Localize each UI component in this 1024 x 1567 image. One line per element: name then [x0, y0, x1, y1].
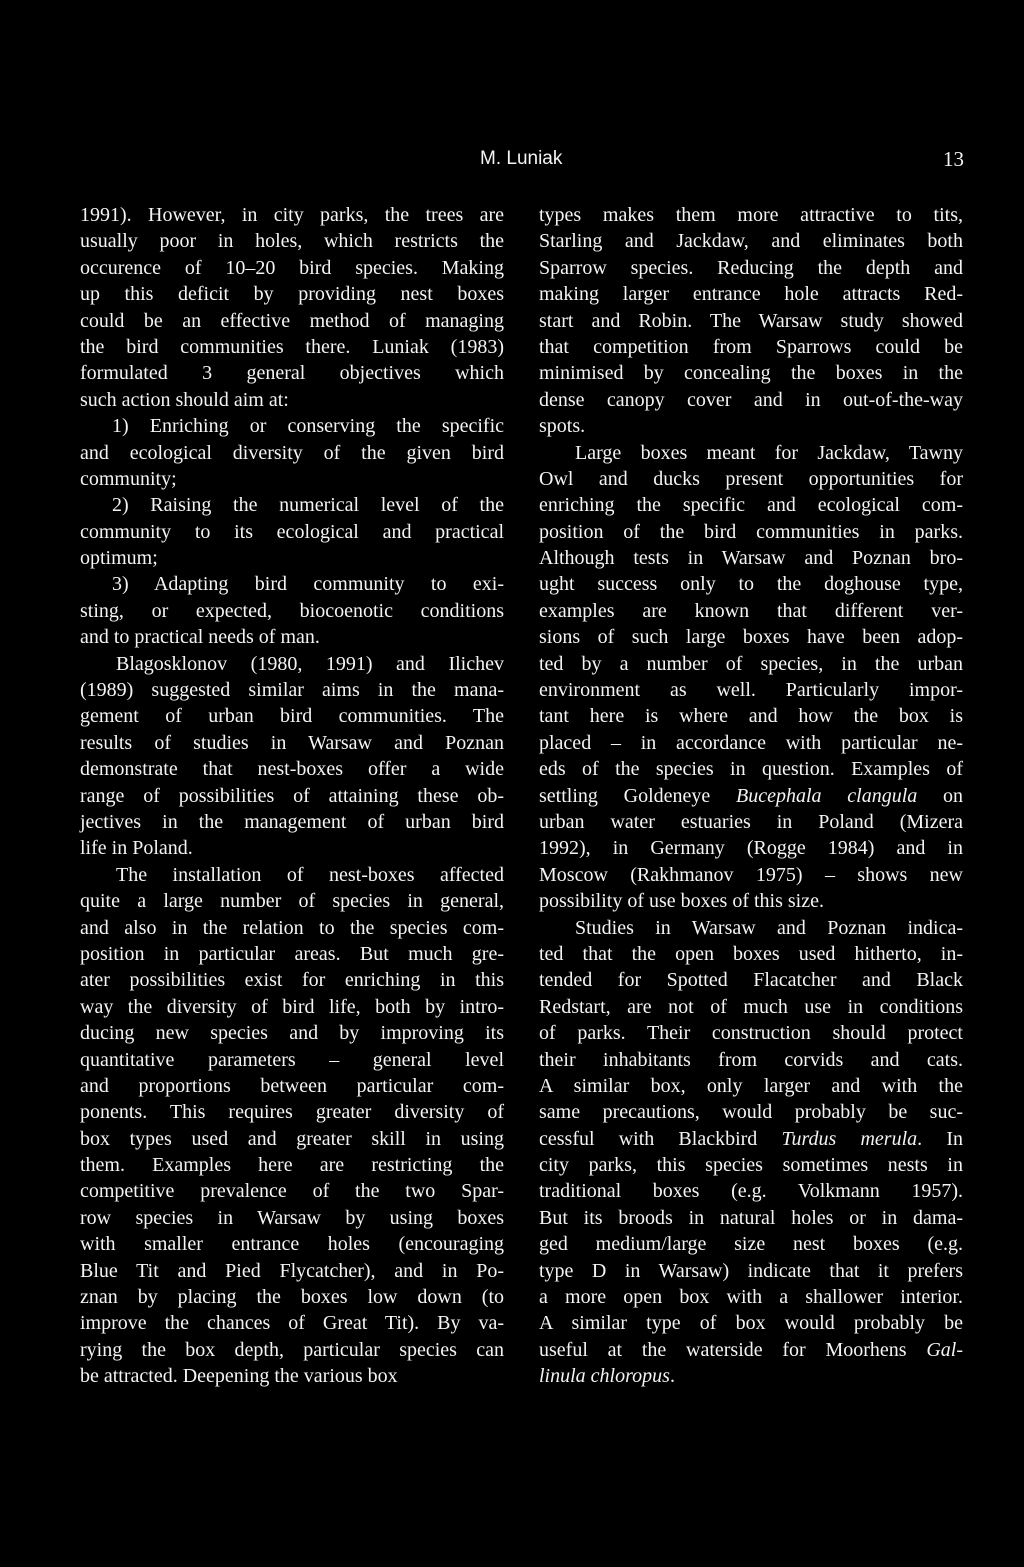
left-line: up this deficit by providing nest boxes [80, 283, 504, 306]
left-line: with smaller entrance holes (encouraging [80, 1233, 504, 1256]
right-line: dense canopy cover and in out-of-the-way [539, 388, 963, 411]
left-line: such action should aim at: [80, 388, 289, 411]
left-line: life in Poland. [80, 837, 193, 860]
left-line: and to practical needs of man. [80, 626, 320, 649]
right-line: But its broods in natural holes or in dama- [539, 1206, 963, 1229]
right-line: ted that the open boxes used hitherto, in- [539, 942, 963, 965]
right-line: type D in Warsaw) indicate that it prefers [539, 1259, 963, 1282]
species-name: Turdus merula [781, 1127, 918, 1150]
line-text: cessful with Blackbird [539, 1127, 782, 1150]
right-line [539, 783, 963, 809]
left-line: quantitative parameters – general level [80, 1048, 504, 1071]
right-line: a more open box with a shallower interior. [539, 1286, 963, 1309]
right-line: Although tests in Warsaw and Poznan bro- [539, 547, 963, 570]
left-line: and proportions between particular com- [80, 1074, 504, 1097]
right-line: eds of the species in question. Examples of [539, 758, 963, 781]
right-line: position of the bird communities in parks. [539, 520, 963, 543]
right-line: A similar box, only larger and with the [539, 1074, 963, 1097]
species-name: Gal- [926, 1338, 963, 1361]
right-line: A similar type of box would probably be [539, 1312, 963, 1335]
right-line: spots. [539, 415, 586, 438]
left-line: optimum; [80, 547, 158, 570]
left-line: competitive prevalence of the two Spar- [80, 1180, 504, 1203]
right-line: Large boxes meant for Jackdaw, Tawny [575, 441, 963, 464]
right-line: 1992), in Germany (Rogge 1984) and in [539, 837, 963, 860]
right-line: urban water estuaries in Poland (Mizera [539, 810, 963, 833]
running-header [80, 144, 964, 174]
left-line: 1) Enriching or conserving the specific [112, 415, 504, 438]
species-name: linula chloropus [539, 1365, 670, 1388]
right-line: tant here is where and how the box is [539, 705, 963, 728]
right-line: types makes them more attractive to tits, [539, 204, 963, 226]
line-text: settling Goldeneye [539, 784, 736, 807]
left-line: way the diversity of bird life, both by intro- [80, 995, 504, 1018]
left-line: quite a large number of species in general, [80, 890, 504, 913]
page-number: 13 [943, 147, 964, 171]
right-line: ged medium/large size nest boxes (e.g. [539, 1233, 963, 1256]
left-line: ponents. This requires greater diversity of [80, 1101, 504, 1124]
right-line: Owl and ducks present opportunities for [539, 467, 963, 490]
right-line [539, 1363, 963, 1389]
left-line: improve the chances of Great Tit). By va- [80, 1312, 504, 1335]
left-line: gement of urban bird communities. The [80, 705, 504, 728]
left-line: them. Examples here are restricting the [80, 1154, 504, 1177]
left-line: jectives in the management of urban bird [80, 810, 504, 833]
right-line: ted by a number of species, in the urban [539, 652, 963, 675]
left-line: ducing new species and by improving its [80, 1022, 504, 1045]
left-line: position in particular areas. But much gre- [80, 942, 504, 965]
right-line: Starling and Jackdaw, and eliminates both [539, 230, 963, 253]
right-line: traditional boxes (e.g. Volkmann 1957). [539, 1180, 963, 1203]
right-line: of parks. Their construction should protect [539, 1022, 963, 1045]
right-line: their inhabitants from corvids and cats. [539, 1048, 963, 1071]
left-line: sting, or expected, biocoenotic conditions [80, 599, 504, 622]
right-line: placed – in accordance with particular ne- [539, 731, 963, 754]
line-text: useful at the waterside for Moorhens [539, 1338, 927, 1361]
right-line: examples are known that different ver- [539, 599, 963, 622]
left-line: rying the box depth, particular species can [80, 1338, 504, 1361]
left-line: formulated 3 general objectives which [80, 362, 504, 385]
left-line: community to its ecological and practical [80, 520, 504, 543]
left-line: usually poor in holes, which restricts the [80, 230, 504, 253]
right-line [539, 1337, 963, 1363]
right-line: enriching the specific and ecological com- [539, 494, 963, 517]
left-line: The installation of nest-boxes affected [116, 863, 504, 886]
right-line [539, 1126, 963, 1152]
right-line: minimised by concealing the boxes in the [539, 362, 963, 385]
line-text: . In [917, 1127, 963, 1150]
running-head-author: M. Luniak [480, 148, 563, 169]
left-line: (1989) suggested similar aims in the mana- [80, 679, 504, 702]
right-line: same precautions, would probably be suc- [539, 1101, 963, 1124]
line-text: on [917, 784, 963, 807]
right-line: environment as well. Particularly impor- [539, 679, 963, 702]
left-line: row species in Warsaw by using boxes [80, 1206, 504, 1229]
right-text-column [539, 202, 963, 1390]
left-line: ater possibilities exist for enriching in this [80, 969, 504, 992]
left-line: znan by placing the boxes low down (to [80, 1286, 504, 1309]
right-line: that competition from Sparrows could be [539, 335, 963, 358]
right-line: possibility of use boxes of this size. [539, 890, 824, 913]
right-line: sions of such large boxes have been adop- [539, 626, 963, 649]
left-line: and ecological diversity of the given bird [80, 441, 504, 464]
left-line: 1991). However, in city parks, the trees are [80, 204, 504, 226]
left-line: be attracted. Deepening the various box [80, 1365, 398, 1388]
left-line: and also in the relation to the species com- [80, 916, 504, 939]
left-line: box types used and greater skill in using [80, 1127, 504, 1150]
species-name: Bucephala clangula [736, 784, 918, 807]
right-line: Sparrow species. Reducing the depth and [539, 256, 963, 279]
right-line: city parks, this species sometimes nests in [539, 1154, 963, 1177]
right-line: start and Robin. The Warsaw study showed [539, 309, 963, 332]
right-line: Moscow (Rakhmanov 1975) – shows new [539, 863, 963, 886]
left-line: community; [80, 467, 177, 490]
left-line: range of possibilities of attaining these ob- [80, 784, 504, 807]
right-line: ught success only to the doghouse type, [539, 573, 963, 596]
left-line: occurence of 10–20 bird species. Making [80, 256, 504, 279]
right-line: making larger entrance hole attracts Red- [539, 283, 963, 306]
right-line: Redstart, are not of much use in conditions [539, 995, 963, 1018]
right-line: Studies in Warsaw and Poznan indica- [575, 916, 963, 939]
right-line: tended for Spotted Flacatcher and Black [539, 969, 963, 992]
left-line: Blue Tit and Pied Flycatcher), and in Po- [80, 1259, 504, 1282]
left-line: the bird communities there. Luniak (1983) [80, 335, 504, 358]
left-line: 3) Adapting bird community to exi- [112, 573, 504, 596]
left-line: could be an effective method of managing [80, 309, 504, 332]
line-text: . [669, 1365, 675, 1388]
left-line: demonstrate that nest-boxes offer a wide [80, 758, 504, 781]
left-line: 2) Raising the numerical level of the [112, 494, 504, 517]
left-line: results of studies in Warsaw and Poznan [80, 731, 504, 754]
left-line: Blagosklonov (1980, 1991) and Ilichev [116, 652, 504, 675]
left-text-column [80, 202, 504, 1390]
